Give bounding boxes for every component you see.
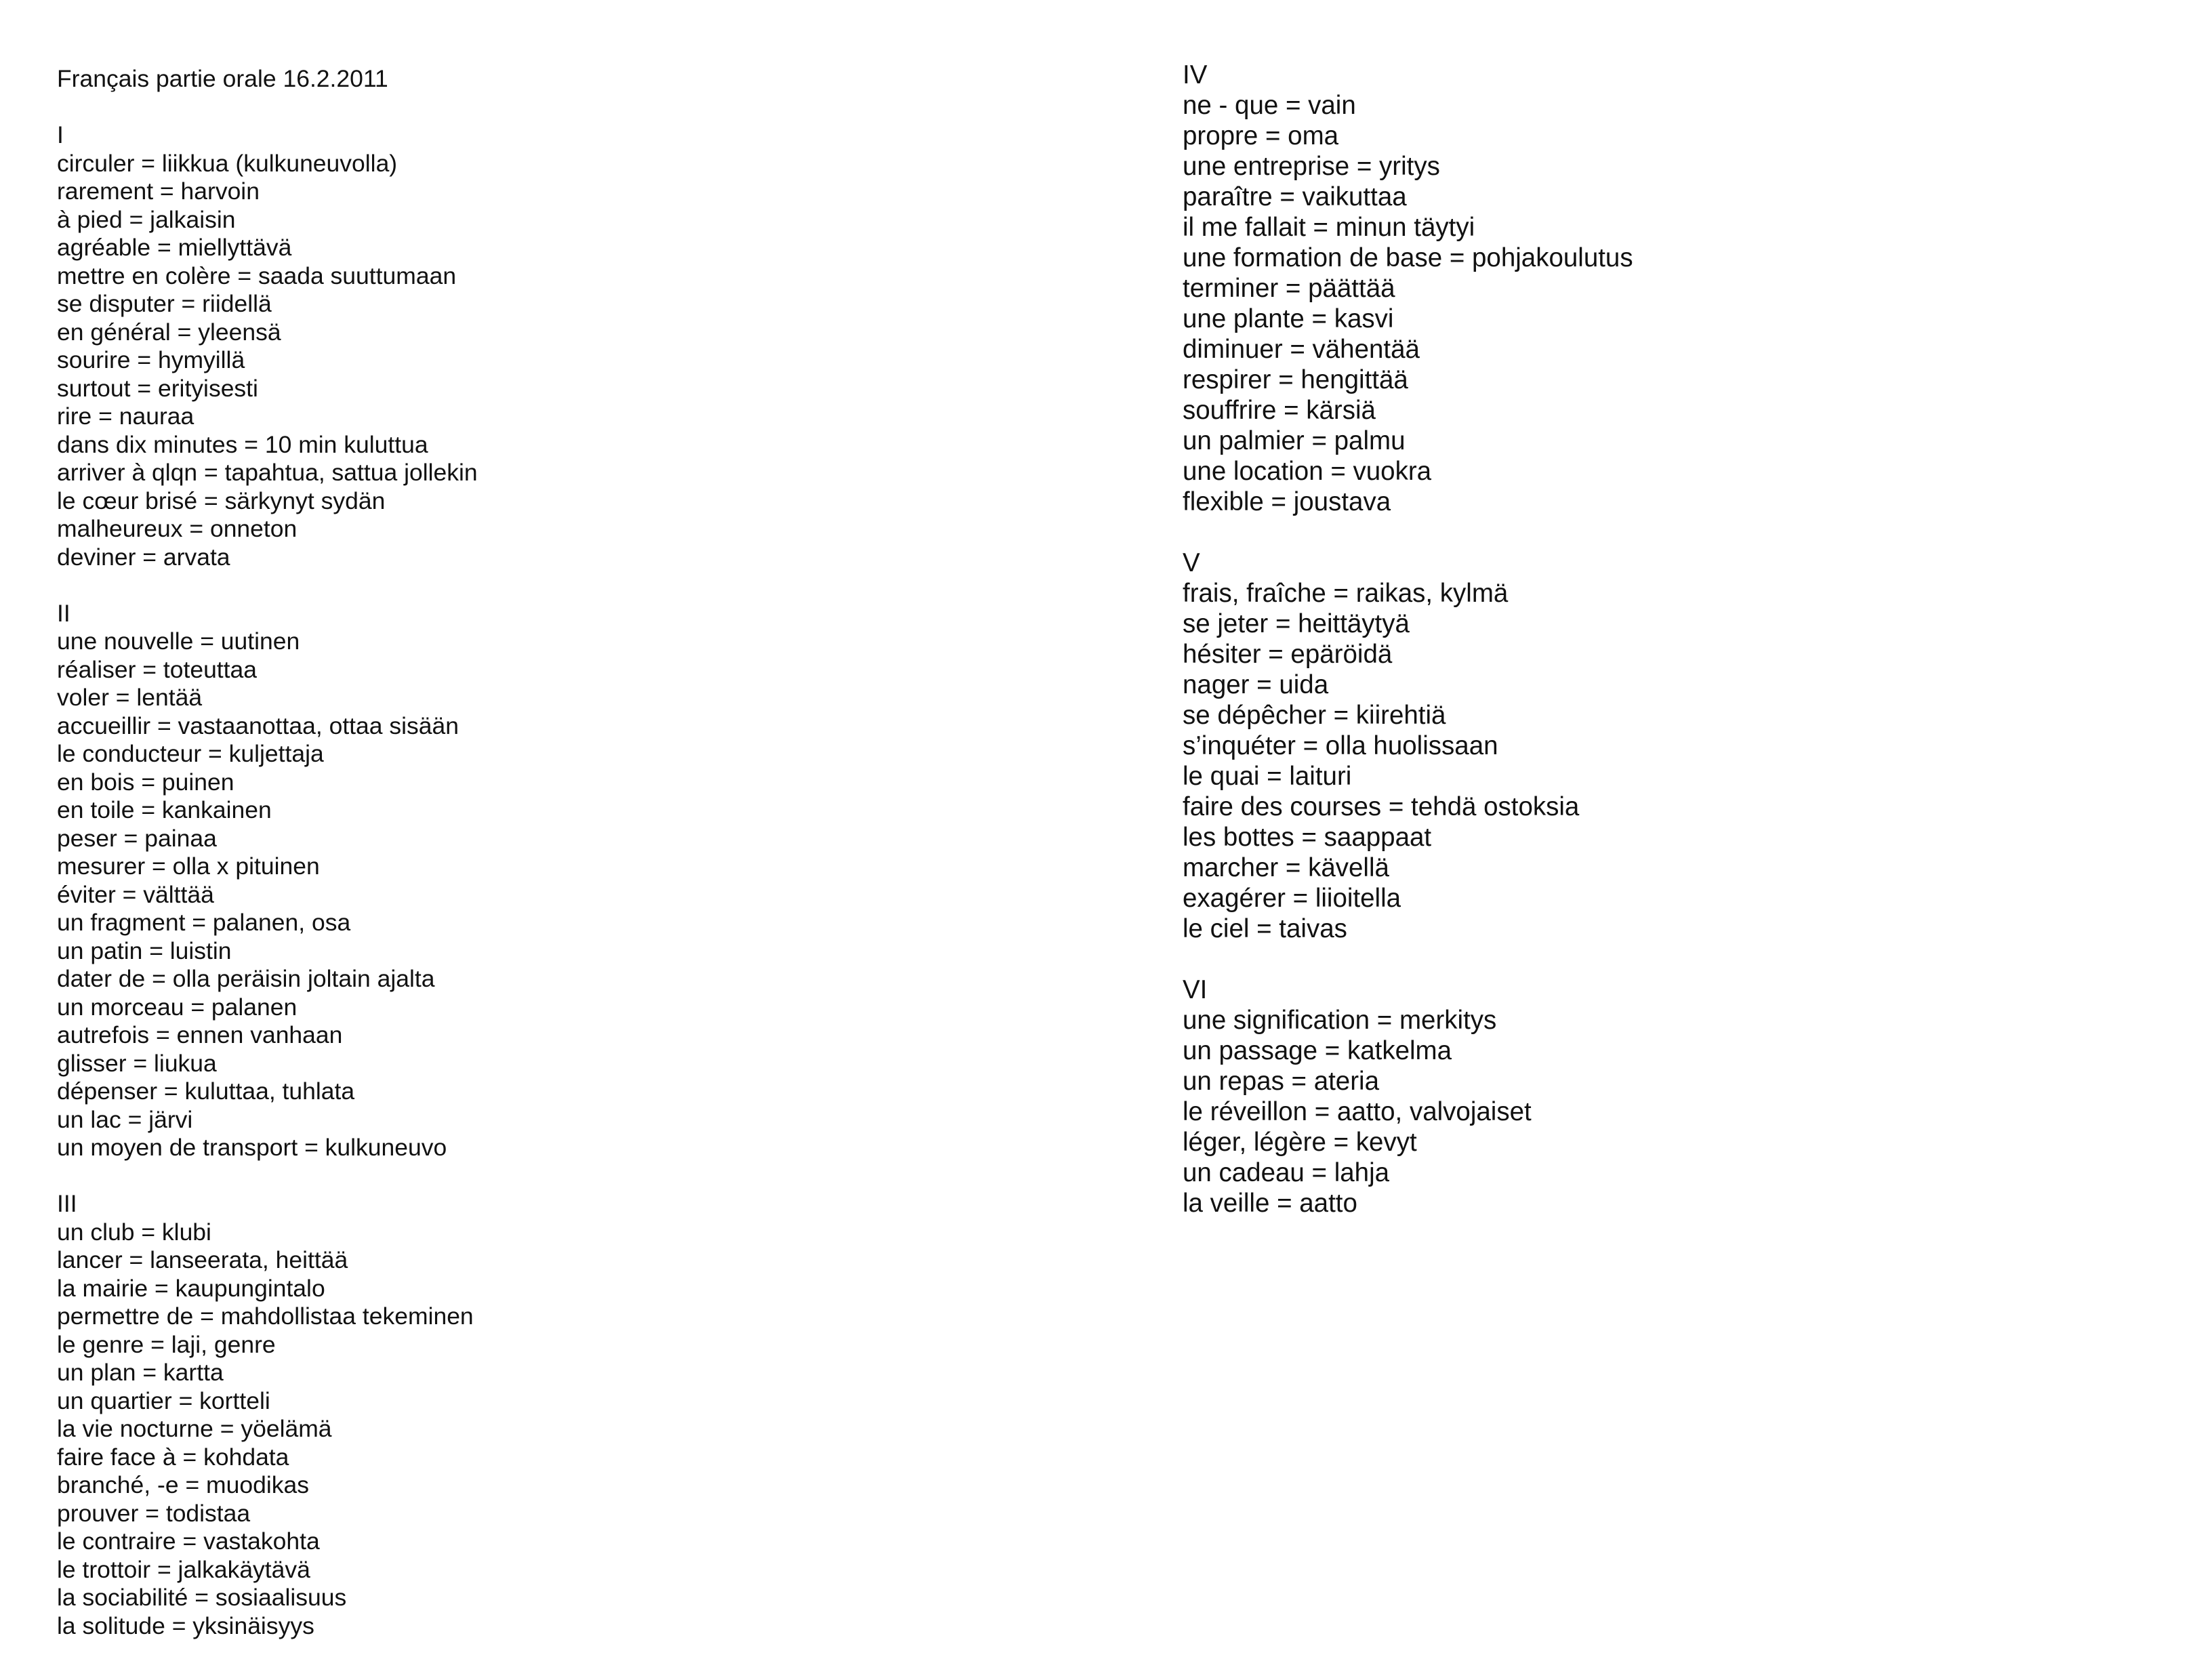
vocab-entry: le ciel = taivas: [1183, 914, 1347, 943]
vocab-entry: lancer = lanseerata, heittää: [57, 1246, 348, 1273]
left-sections: [57, 121, 478, 1640]
vocab-entry: terminer = päättää: [1183, 274, 1395, 303]
vocab-entry: faire des courses = tehdä ostoksia: [1183, 792, 1580, 821]
vocab-entry: une signification = merkitys: [1183, 1006, 1497, 1035]
vocab-entry: la solitude = yksinäisyys: [57, 1612, 314, 1639]
vocab-entry: ne - que = vain: [1183, 91, 1356, 120]
vocab-entry: glisser = liukua: [57, 1049, 217, 1077]
vocab-section: [57, 600, 478, 1162]
section-heading: V: [1183, 548, 1200, 577]
document-title: Français partie orale 16.2.2011: [57, 65, 388, 92]
vocab-entry: dans dix minutes = 10 min kuluttua: [57, 430, 428, 458]
vocab-entry: peser = painaa: [57, 824, 217, 852]
vocab-entry: un club = klubi: [57, 1218, 211, 1246]
vocab-entry: la vie nocturne = yöelämä: [57, 1415, 332, 1442]
document-title-block: [57, 65, 478, 94]
vocab-entry: s’inquéter = olla huolissaan: [1183, 731, 1498, 760]
vocab-entry: le cœur brisé = särkynyt sydän: [57, 487, 386, 514]
vocab-entry: malheureux = onneton: [57, 515, 298, 542]
vocab-entry: une entreprise = yritys: [1183, 152, 1440, 181]
vocab-entry: prouver = todistaa: [57, 1499, 251, 1527]
vocab-entry: hésiter = epäröidä: [1183, 640, 1393, 669]
vocab-entry: arriver à qlqn = tapahtua, sattua jollekin: [57, 459, 478, 486]
vocab-entry: un morceau = palanen: [57, 993, 298, 1021]
vocab-entry: propre = oma: [1183, 121, 1339, 150]
vocab-entry: permettre de = mahdollistaa tekeminen: [57, 1303, 474, 1330]
left-column: [57, 65, 478, 1640]
vocab-entry: mettre en colère = saada suuttumaan: [57, 262, 457, 289]
vocab-entry: autrefois = ennen vanhaan: [57, 1021, 343, 1048]
vocab-entry: rire = nauraa: [57, 403, 194, 430]
vocab-entry: le genre = laji, genre: [57, 1330, 276, 1358]
vocab-entry: deviner = arvata: [57, 543, 230, 571]
vocab-entry: la sociabilité = sosiaalisuus: [57, 1584, 347, 1611]
vocab-entry: le contraire = vastakohta: [57, 1528, 320, 1555]
vocab-section: [1183, 975, 1633, 1218]
section-heading: IV: [1183, 60, 1208, 89]
vocab-entry: un quartier = kortteli: [57, 1387, 270, 1414]
vocab-entry: un moyen de transport = kulkuneuvo: [57, 1134, 447, 1161]
vocab-entry: se jeter = heittäytyä: [1183, 609, 1410, 638]
section-heading: III: [57, 1190, 77, 1217]
vocab-entry: dépenser = kuluttaa, tuhlata: [57, 1078, 355, 1105]
vocab-entry: nager = uida: [1183, 670, 1329, 699]
vocab-entry: le quai = laituri: [1183, 762, 1352, 791]
vocab-entry: un fragment = palanen, osa: [57, 909, 351, 936]
vocab-entry: exagérer = liioitella: [1183, 884, 1401, 913]
vocab-entry: se disputer = riidellä: [57, 290, 272, 317]
vocab-entry: la veille = aatto: [1183, 1189, 1357, 1218]
vocab-section: [1183, 60, 1633, 517]
section-heading: II: [57, 599, 70, 627]
vocab-entry: le conducteur = kuljettaja: [57, 740, 324, 767]
vocab-entry: circuler = liikkua (kulkuneuvolla): [57, 149, 398, 177]
vocab-entry: en général = yleensä: [57, 318, 281, 346]
vocab-section: [1183, 548, 1633, 944]
vocab-entry: à pied = jalkaisin: [57, 205, 236, 233]
vocab-entry: il me fallait = minun täytyi: [1183, 213, 1475, 242]
vocab-entry: mesurer = olla x pituinen: [57, 853, 320, 880]
vocab-section: [57, 121, 478, 571]
vocab-entry: un repas = ateria: [1183, 1067, 1380, 1096]
vocab-entry: paraître = vaikuttaa: [1183, 182, 1407, 211]
vocab-entry: sourire = hymyillä: [57, 346, 245, 373]
right-column: [1183, 60, 1633, 1218]
vocab-entry: voler = lentää: [57, 684, 203, 711]
vocab-entry: un plan = kartta: [57, 1359, 224, 1386]
vocab-entry: diminuer = vähentää: [1183, 335, 1420, 364]
vocab-entry: un cadeau = lahja: [1183, 1158, 1390, 1187]
vocab-entry: flexible = joustava: [1183, 487, 1391, 516]
vocab-entry: léger, légère = kevyt: [1183, 1128, 1417, 1157]
vocab-entry: faire face à = kohdata: [57, 1443, 289, 1471]
right-sections: [1183, 60, 1633, 1218]
vocab-entry: surtout = erityisesti: [57, 374, 258, 402]
vocab-entry: un patin = luistin: [57, 937, 232, 964]
vocab-entry: dater de = olla peräisin joltain ajalta: [57, 965, 435, 992]
vocab-entry: rarement = harvoin: [57, 178, 260, 205]
vocab-entry: frais, fraîche = raikas, kylmä: [1183, 579, 1509, 608]
vocab-entry: un palmier = palmu: [1183, 426, 1406, 455]
vocab-entry: réaliser = toteuttaa: [57, 655, 258, 683]
vocab-entry: en toile = kankainen: [57, 796, 272, 823]
vocab-entry: respirer = hengittää: [1183, 365, 1408, 394]
vocab-entry: branché, -e = muodikas: [57, 1471, 309, 1498]
vocab-entry: marcher = kävellä: [1183, 853, 1389, 882]
vocab-entry: le réveillon = aatto, valvojaiset: [1183, 1097, 1532, 1126]
vocab-entry: un passage = katkelma: [1183, 1036, 1452, 1065]
vocab-entry: agréable = miellyttävä: [57, 234, 292, 261]
vocab-entry: un lac = järvi: [57, 1105, 193, 1133]
vocab-entry: souffrire = kärsiä: [1183, 396, 1376, 425]
vocab-entry: se dépêcher = kiirehtiä: [1183, 701, 1446, 730]
vocab-entry: une location = vuokra: [1183, 457, 1432, 486]
vocab-entry: le trottoir = jalkakäytävä: [57, 1555, 310, 1583]
vocab-section: [57, 1190, 478, 1640]
vocab-entry: en bois = puinen: [57, 768, 234, 796]
vocab-entry: une formation de base = pohjakoulutus: [1183, 243, 1633, 272]
vocab-entry: la mairie = kaupungintalo: [57, 1274, 325, 1302]
section-heading: VI: [1183, 975, 1208, 1004]
vocab-entry: les bottes = saappaat: [1183, 823, 1432, 852]
section-heading: I: [57, 121, 64, 148]
vocab-entry: une plante = kasvi: [1183, 304, 1394, 333]
vocab-entry: accueillir = vastaanottaa, ottaa sisään: [57, 712, 459, 739]
vocab-entry: éviter = välttää: [57, 880, 214, 908]
vocab-entry: une nouvelle = uutinen: [57, 628, 300, 655]
